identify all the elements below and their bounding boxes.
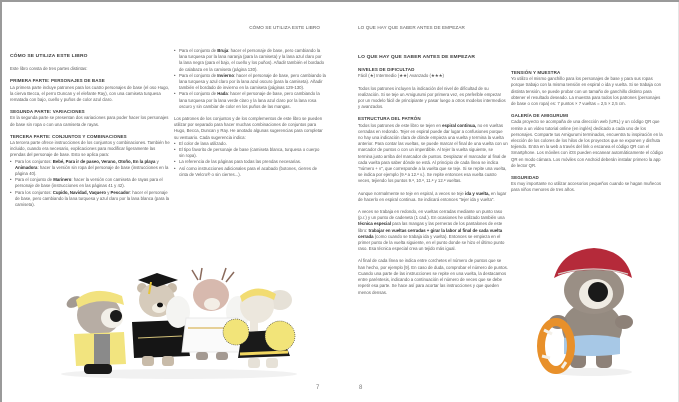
list-item: • La referencia de las páginas para todas las prendas necesarias. (174, 159, 326, 165)
structure-paragraph-2: Aunque normalmente se teje en espiral, a veces se teje ida y vuelta, en lugar de hacerlo en espiral continua. Se indicará entonces "tejer ida y vuelta". (358, 190, 507, 202)
difficulty-levels: Fácil (★) Intermedio (★★) Avanzado (★★★) (358, 73, 444, 79)
amigurumi-group-icon (54, 260, 304, 380)
gallery-text: Cada proyecto se acompaña de una dirección web (URL) y un código QR que remite a un vídeo tutorial online (en inglés) dedicado a cada uno de los personajes. Comparte tus Amigurumi terminados, encuentra tu inspiración en la elección de los colores de los hilos de los proyectos que se exponen y disfruta tejiendo. Entra en la web a través del link o escanea el código QR con el Smartphone. Los móviles con iOS pueden escanear automáticamente el código QR en modo cámara. Los móviles con Android deberán instalar primero la app de lector QR. (511, 119, 663, 168)
structure-paragraph-4: Al final de cada línea se indica entre corchetes el número de puntos que se han hecho, por ejemplo [9]. En caso de duda, comprobar el número de puntos. (358, 258, 509, 270)
tension-text: Yo utilizo el mismo ganchillo para los personajes de base y para sus ropas porque trabajo con la misma tensión en espiral o ida y vuelta. Si se trabaja con distinta tensión, se puede probar con un tamaño de ganchillo distinto para obtener el resultado deseado. La muestra para todos los patrones (personajes de base o con ropa) es: 7 puntos × 7 vueltas = 2,5 × 2,5 cm. (511, 76, 661, 107)
list-item: • Para los conjuntos: Cupido, Navidad, Vaquero y Pescador: hacer el personaje de base, pero cambiando la lana turquesa y azul claro por la lana blanca (para la camiseta). (10, 190, 170, 209)
list-item: • El tipo favorito de personaje de base (camiseta blanca, turquesa o cuerpo sin ropa). (174, 147, 326, 159)
intro-text: Este libro consta de tres partes distintas: (10, 66, 88, 72)
list-item: • Para el conjunto de Bruja: hacer el personaje de base, pero cambiando la lana turquesa por la lana naranja (para la camiseta) y la lana azul claro por la lana negra (para el bajo, el cuello y los puños). Añadir también el bordado de calabaza en la camiseta (página 130). (174, 48, 326, 73)
list-item: • Para el conjunto de Invierno: hacer el personaje de base, pero cambiando la lana turquesa y azul claro por la lana azul oscuro (para la camiseta). Añadir también el bordado de invierno en la camiseta (páginas 129-130). (174, 73, 326, 92)
combinations-text: Los patrones de los conjuntos y de los complementos de este libro se pueden utilizar por separado para hacer muchas combinaciones de conjuntos para Hugo, Becca, Duncan y Ray. He anotado algunas sugerencias para completar su vestuario. Cada sugerencia indica: (174, 116, 323, 140)
right-column-2 (511, 70, 665, 200)
part3-text: La tercera parte ofrece instrucciones de los conjuntos y combinaciones. También he incluido, cuando era necesario, explicaciones para modificar ligeramente las prendas del personaje de base. Esto se aplica para: (10, 140, 170, 158)
left-column-1 (10, 54, 170, 208)
amigurumi-dog-photo (522, 240, 642, 380)
list-item: • Para el conjunto de Marinero: hacer la versión con camiseta de rayas para el personaje de base (instrucciones en las páginas 41 y 42). (10, 177, 170, 189)
section-title: LO QUE HAY QUE SABER ANTES DE EMPEZAR (358, 55, 476, 60)
list-item: • Para los conjuntos: Bebé, Para ir de paseo, Verano, Otoño, En la playa y Animadora: hacer la versión sin ropa del personaje de base (instrucciones en la página 40). (10, 159, 170, 178)
part2-heading: SEGUNDA PARTE: VARIACIONES (10, 109, 85, 115)
right-page (340, 2, 679, 402)
part3-bullets (10, 159, 170, 209)
left-column-2 (174, 48, 326, 178)
page-number-left: 7 (316, 385, 320, 391)
part1-text: La primera parte incluye patrones para los cuatro personajes de base (el oso Hugo, la cierva Becca, el perro Duncan y el elefante Ray), con una camiseta turquesa rematada con bajo, cuello y puños de color azul claro. (10, 84, 170, 103)
left-page (2, 2, 340, 402)
difficulty-text: Todos los patrones incluyen la indicación del nivel de dificultad de su realización. Si se teje un Amigurumi por primera vez, es preferible empezar por un modelo fácil de principiante y pasar luego a otros modelos intermedios y avanzados. (358, 85, 506, 110)
star-icon: ★★★ (430, 73, 443, 79)
amigurumi-dog-icon (522, 240, 642, 380)
structure-paragraph-1: Todos los patrones de este libro se tejen en espiral continua, no en vueltas cerradas en redondo. Tejer en espiral puede dar lugar a confusiones porque no hay una indicación clara de dónde empieza una vuelta y termina la vuelta anterior. Para contar las vueltas, se puede marcar el final de una vuelta con un marcador de puntos o con un imperdible. Al tejer la vuelta siguiente, se termina justo arriba del marcador de puntos. Desplazar el marcador al final de cada vuelta para saber dónde se está. Al principio de cada línea se indica "número + v", que corresponde a la vuelta que se teje. Si se repite una vuelta, se indica por ejemplo (9.ª a 12.ª v.). Se repite entonces esa vuelta cuatro veces, tejiendo los puntos 9.ª, 10.ª, 11.ª y 12.ª vueltas. (358, 122, 508, 184)
structure-heading: ESTRUCTURA DEL PATRÓN (358, 116, 421, 122)
outfit-bullets (174, 48, 326, 110)
section-title: CÓMO SE UTILIZA ESTE LIBRO (10, 54, 88, 59)
right-column-1 (358, 55, 508, 302)
star-icon: ★★ (399, 73, 407, 79)
star-icon: ★ (369, 73, 374, 79)
combinations-bullets (174, 141, 326, 178)
safety-heading: SEGURIDAD (511, 175, 539, 181)
gallery-heading: GALERÍA DE AMIGURUMI (511, 113, 569, 119)
list-item: • Así como instrucciones adicionales para el acabado (botones, cierres de cinta de Velcro® o sin cierres...). (174, 166, 326, 178)
list-item: • El color de lana utilizado. (174, 141, 326, 147)
part3-heading: TERCERA PARTE: CONJUNTOS Y COMBINACIONES (10, 133, 127, 139)
running-head-right: LO QUE HAY QUE SABER ANTES DE EMPEZAR (358, 25, 465, 30)
difficulty-heading: NIVELES DE DIFICULTAD (358, 67, 415, 73)
amigurumi-group-photo (54, 260, 304, 380)
safety-text: Es muy importante no utilizar accesorios pequeños cuando se hagan muñecos para niños menores de tres años. (511, 181, 662, 193)
structure-paragraph-3: A veces se trabaja en redondo, en vueltas cerradas mediante un punto raso (p.r.) y un punto de cadeneta (1 cad.). En ocasiones he utilizado también una técnica especial para las mangas y las perneras de los pantalones de este libro: trabajar en vueltas cerradas + girar la labor al final de cada vuelta cerrada (como cuando se trabaja ida y vuelta). Entonces se empieza en el primer punto de la vuelta siguiente, en el punto donde se hizo el último punto raso. Esa técnica especial crea un tejido más igual. (358, 209, 505, 252)
page-number-right: 8 (359, 385, 363, 391)
part2-text: En la segunda parte se presentan dos variaciones para poder hacer los personajes de base sin ropa o con una camiseta de rayas. (10, 115, 169, 127)
tension-heading: TENSIÓN Y MUESTRA (511, 70, 561, 75)
running-head-left: CÓMO SE UTILIZA ESTE LIBRO (249, 25, 320, 30)
structure-paragraph-5: Cuando una parte de las instrucciones se repite en una vuelta, la destacamos entre paréntesis, indicando a continuación el número de veces que se debe repetir esa parte. Se hace así para acortar las instrucciones y que queden menos densas. (358, 270, 507, 295)
part1-heading: PRIMERA PARTE: PERSONAJES DE BASE (10, 78, 105, 84)
list-item: • Para el conjunto de Hada: hacer el personaje de base, pero cambiando la lana turquesa por la lana verde claro y la lana azul claro por la lana rosa oscuro y sin cambiar de color en los puños de las mangas. (174, 91, 326, 110)
